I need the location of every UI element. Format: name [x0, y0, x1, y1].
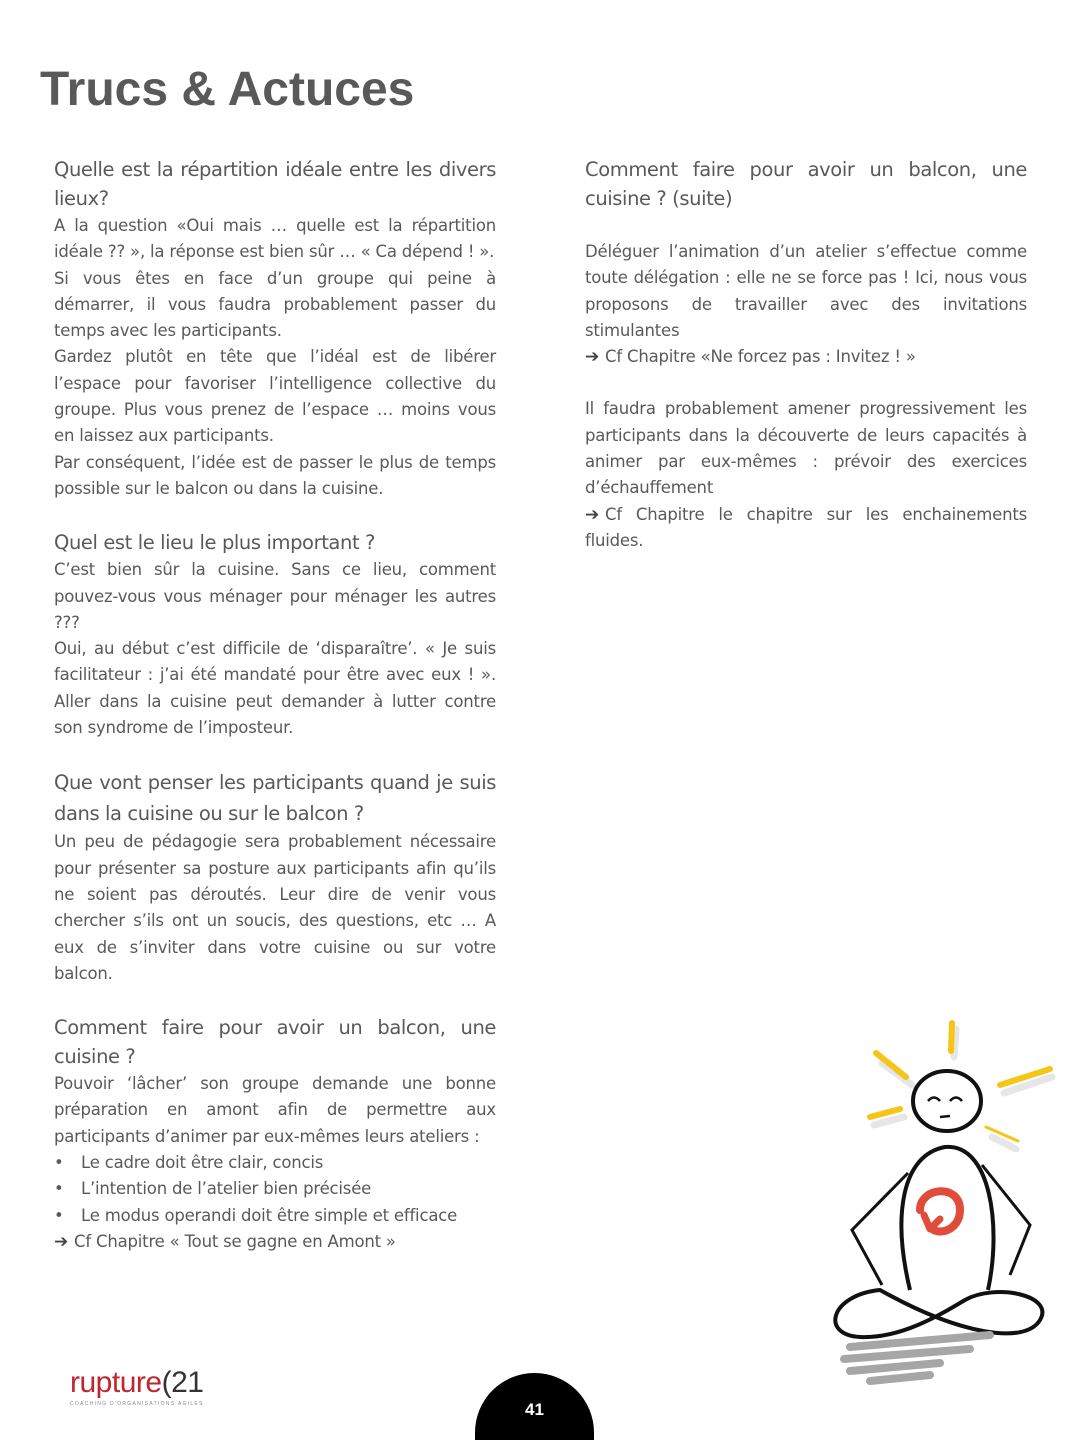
reference-text: Cf Chapitre «Ne forcez pas : Invitez ! » [605, 347, 916, 367]
bullet-item: • Le modus operandi doit être simple et efficace [54, 1203, 496, 1229]
chapter-reference [585, 502, 1027, 555]
paragraph: Un peu de pédagogie sera probablement nécessaire pour présenter sa posture aux participants afin qu’ils ne soient pas déroutés. Leur dire de venir vous chercher s’ils ont un soucis, des questions, etc … A eux de s’inviter dans votre cuisine ou sur votre balcon. [54, 832, 496, 983]
paragraph: C’est bien sûr la cuisine. Sans ce lieu, comment pouvez-vous vous ménager pour ménager les autres ??? [54, 560, 496, 632]
bullet-list [54, 1150, 496, 1229]
paragraph: Oui, au début c’est difficile de ‘disparaître’. « Je suis facilitateur : j’ai été mandaté pour être avec eux ! ». Aller dans la cuisine peut demander à lutter contre son syndrome de l’imposteur. [54, 639, 496, 738]
chapter-reference [585, 344, 1027, 370]
section-heading: Comment faire pour avoir un balcon, une cuisine ? [54, 1016, 496, 1069]
arrow-icon: ➔ [585, 347, 600, 368]
reference-text: Cf Chapitre « Tout se gagne en Amont » [74, 1231, 396, 1251]
paragraph: Si vous êtes en face d’un groupe qui peine à démarrer, il vous faudra probablement passer du temps avec les participants. [54, 268, 496, 341]
paragraph: A la question «Oui mais … quelle est la répartition idéale ?? », la réponse est bien sûr … « Ca dépend ! ». [54, 216, 496, 262]
rupture21-logo [70, 1367, 220, 1412]
section-heading: Que vont penser les participants quand je suis dans la cuisine ou sur le balcon ? [54, 771, 496, 826]
page-title: Trucs & Actuces [40, 63, 415, 116]
meditating-figure-illustration [820, 1015, 1070, 1390]
left-column [54, 155, 496, 1255]
logo-tagline: COACHING D'ORGANISATIONS AGILES [70, 1401, 204, 1407]
paragraph: Il faudra probablement amener progressivement les participants dans la découverte de leurs capacités à animer par eux-mêmes : prévoir des exercices d’échauffement [585, 399, 1027, 498]
logo-paren: ( [161, 1366, 172, 1399]
paragraph: Pouvoir ‘lâcher’ son groupe demande une bonne préparation en amont afin de permettre aux participants d’animer par eux-mêmes leurs ateliers : [54, 1074, 496, 1146]
bullet-item: • Le cadre doit être clair, concis [54, 1150, 496, 1176]
arrow-icon: ➔ [54, 1231, 69, 1252]
bullet-item: • L’intention de l’atelier bien précisée [54, 1176, 496, 1202]
meditating-figure-icon [820, 1015, 1070, 1390]
page-number: 41 [475, 1373, 594, 1440]
section-heading: Comment faire pour avoir un balcon, une cuisine ? (suite) [585, 158, 1027, 210]
paragraph: Déléguer l’animation d’un atelier s’effectue comme toute délégation : elle ne se force pas ! Ici, nous vous proposons de travailler avec des invitations stimulantes [585, 242, 1027, 340]
paragraph: Par conséquent, l’idée est de passer le plus de temps possible sur le balcon ou dans la cuisine. [54, 452, 496, 498]
logo-word: rupture [70, 1366, 162, 1399]
right-column [585, 155, 1027, 554]
reference-text: Cf Chapitre le chapitre sur les enchainements fluides. [585, 504, 1027, 550]
paragraph: Gardez plutôt en tête que l’idéal est de libérer l’espace pour favoriser l’intelligence collective du groupe. Plus vous prenez de l’espace … moins vous en laissez aux participants. [54, 347, 496, 446]
section-heading: Quel est le lieu le plus important ? [54, 531, 375, 555]
section-heading: Quelle est la répartition idéale entre les divers lieux? [54, 158, 496, 210]
chapter-reference [54, 1229, 496, 1255]
arrow-icon: ➔ [585, 504, 600, 525]
logo-number: 21 [171, 1366, 204, 1399]
